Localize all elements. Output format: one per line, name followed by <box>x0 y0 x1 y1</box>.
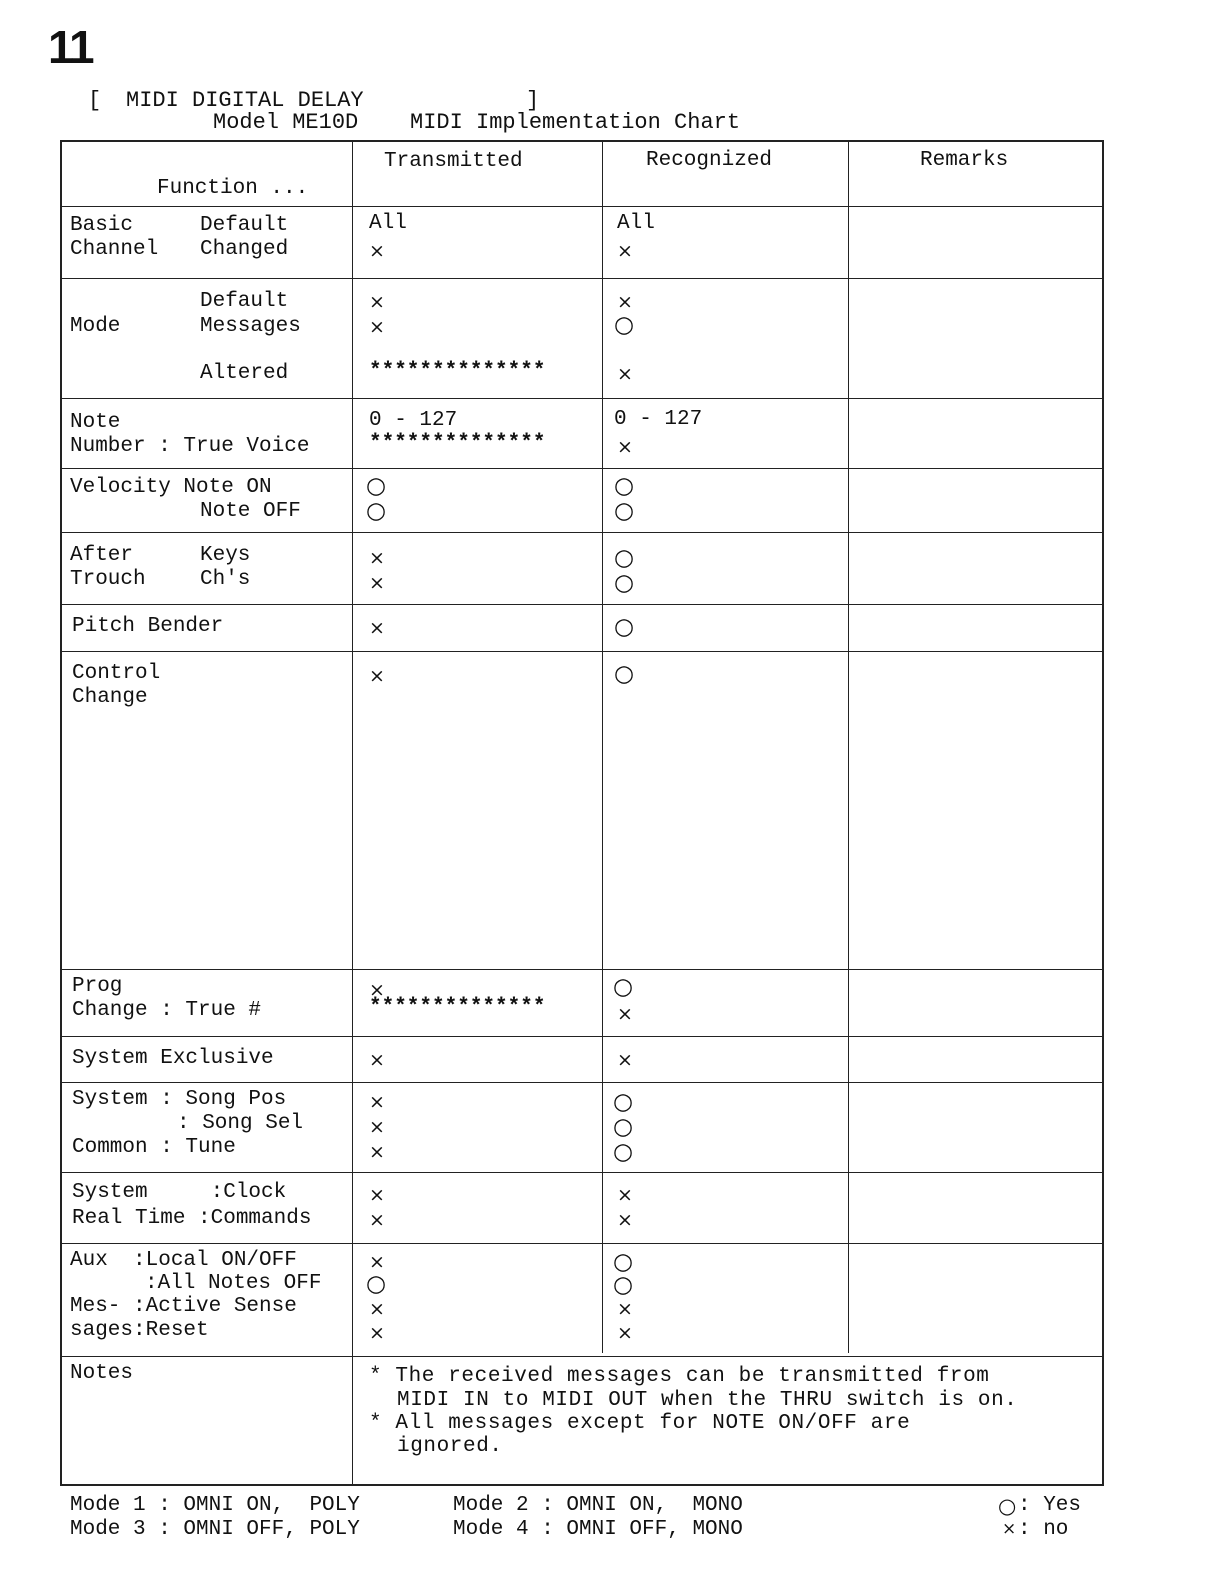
footer-mode-3: Mode 3 : OMNI OFF, POLY <box>70 1518 360 1541</box>
aux-active-sense-label: Mes- :Active Sense <box>70 1295 297 1318</box>
mode-altered-label: Altered <box>200 362 289 385</box>
note-number-recognized: 0 - 127 <box>614 408 703 431</box>
velocity-note-on-label: Velocity Note ON <box>70 476 272 499</box>
footer-mode-2: Mode 2 : OMNI ON, MONO <box>453 1494 743 1517</box>
song-sel-recognized: ○ <box>613 1114 634 1140</box>
mode-altered-recognized: × <box>617 363 633 385</box>
control-change-label: Change <box>72 686 148 709</box>
control-label: Control <box>72 662 161 685</box>
col-header-recognized: Recognized <box>646 149 773 172</box>
prog-change-transmitted: × <box>369 979 385 1001</box>
prog-label: Prog <box>72 975 123 998</box>
after-keys-label: Keys <box>200 544 251 567</box>
clock-transmitted: × <box>369 1184 385 1206</box>
commands-transmitted: × <box>369 1209 385 1231</box>
song-sel-label: : Song Sel <box>177 1112 304 1135</box>
basic-changed-label: Changed <box>200 238 289 261</box>
velocity-note-off-label: Note OFF <box>200 500 301 523</box>
header-open-bracket: [ <box>88 88 102 113</box>
basic-default-recognized: All <box>617 212 655 235</box>
pitch-bender-label: Pitch Bender <box>72 615 224 638</box>
mode-label: Mode <box>70 315 121 338</box>
reset-transmitted: × <box>369 1322 385 1344</box>
prog-change-label: Change : True # <box>72 999 262 1022</box>
col-header-transmitted: Transmitted <box>384 150 523 173</box>
control-change-transmitted: × <box>369 665 385 687</box>
legend-no-symbol: × <box>1002 1519 1017 1539</box>
after-keys-recognized: ○ <box>614 545 635 571</box>
mode-messages-recognized: ○ <box>614 312 635 338</box>
header-device-title: MIDI DIGITAL DELAY <box>126 88 364 113</box>
active-sense-transmitted: × <box>369 1298 385 1320</box>
header-chart-title: MIDI Implementation Chart <box>410 110 741 135</box>
velocity-on-recognized: ○ <box>614 473 635 499</box>
row-divider <box>62 1172 1102 1173</box>
commands-recognized: × <box>617 1209 633 1231</box>
page-number: 11 <box>48 21 93 73</box>
after-chs-transmitted: × <box>369 572 385 594</box>
col-divider-function <box>352 142 353 1484</box>
prog-true-recognized: × <box>617 1003 633 1025</box>
col-header-function: Function ... <box>157 177 309 200</box>
mode-messages-transmitted: × <box>369 316 385 338</box>
header-model: Model ME10D <box>213 110 359 135</box>
footer-mode-1: Mode 1 : OMNI ON, POLY <box>70 1494 360 1517</box>
clock-recognized: × <box>617 1184 633 1206</box>
after-chs-recognized: ○ <box>614 570 635 596</box>
reset-recognized: × <box>617 1322 633 1344</box>
note-label: Note <box>70 411 121 434</box>
velocity-on-transmitted: ○ <box>366 473 387 499</box>
velocity-off-transmitted: ○ <box>366 498 387 524</box>
after-chs-label: Ch's <box>200 568 251 591</box>
row-divider <box>62 468 1102 469</box>
row-divider <box>62 206 1102 207</box>
row-divider <box>62 278 1102 279</box>
notes-line-2: MIDI IN to MIDI OUT when the THRU switch is on. <box>397 1389 1018 1412</box>
velocity-off-recognized: ○ <box>614 498 635 524</box>
mode-default-transmitted: × <box>369 291 385 313</box>
notes-line-3: * All messages except for NOTE ON/OFF are <box>369 1412 911 1435</box>
row-divider <box>62 398 1102 399</box>
active-sense-recognized: × <box>617 1298 633 1320</box>
row-divider <box>62 604 1102 605</box>
legend-yes-symbol: ○ <box>998 1494 1017 1518</box>
after-label: After <box>70 544 134 567</box>
prog-true-transmitted: ************** <box>369 996 546 1019</box>
notes-line-4: ignored. <box>397 1435 503 1458</box>
song-pos-recognized: ○ <box>613 1089 634 1115</box>
row-divider <box>62 1036 1102 1037</box>
mode-default-label: Default <box>200 290 289 313</box>
note-true-voice-transmitted: ************** <box>369 432 546 455</box>
midi-implementation-chart <box>60 140 1104 1486</box>
system-exclusive-recognized: × <box>617 1049 633 1071</box>
row-divider <box>62 1243 1102 1244</box>
footer-mode-4: Mode 4 : OMNI OFF, MONO <box>453 1518 743 1541</box>
aux-local-label: Aux :Local ON/OFF <box>70 1249 297 1272</box>
mode-default-recognized: × <box>617 291 633 313</box>
note-number-transmitted: 0 - 127 <box>369 409 458 432</box>
mode-messages-label: Messages <box>200 315 301 338</box>
all-notes-off-transmitted: ○ <box>366 1271 387 1297</box>
local-transmitted: × <box>369 1251 385 1273</box>
basic-default-transmitted: All <box>369 212 407 235</box>
tune-transmitted: × <box>369 1141 385 1163</box>
trouch-label: Trouch <box>70 568 146 591</box>
row-divider <box>62 651 1102 652</box>
song-sel-transmitted: × <box>369 1116 385 1138</box>
basic-label: Basic <box>70 214 134 237</box>
channel-label: Channel <box>70 238 159 261</box>
system-clock-label: System :Clock <box>72 1181 287 1204</box>
legend-yes-label: : Yes <box>1018 1494 1082 1517</box>
notes-label: Notes <box>70 1362 134 1385</box>
aux-reset-label: sages:Reset <box>70 1319 209 1342</box>
mode-altered-transmitted: ************** <box>369 360 546 383</box>
col-header-remarks: Remarks <box>920 149 1009 172</box>
system-exclusive-label: System Exclusive <box>72 1047 274 1070</box>
pitch-bender-recognized: ○ <box>614 614 635 640</box>
basic-changed-recognized: × <box>617 240 633 262</box>
row-divider <box>62 1356 1102 1357</box>
prog-change-recognized: ○ <box>613 974 634 1000</box>
control-change-recognized: ○ <box>614 661 635 687</box>
aux-all-notes-off-label: :All Notes OFF <box>145 1272 322 1295</box>
pitch-bender-transmitted: × <box>369 617 385 639</box>
local-recognized: ○ <box>613 1249 634 1275</box>
legend-no-label: : no <box>1018 1518 1069 1541</box>
system-song-pos-label: System : Song Pos <box>72 1088 287 1111</box>
header-close-bracket: ] <box>526 88 540 113</box>
after-keys-transmitted: × <box>369 547 385 569</box>
notes-line-1: * The received messages can be transmitted from <box>369 1365 990 1388</box>
note-true-voice-recognized: × <box>617 436 633 458</box>
song-pos-transmitted: × <box>369 1091 385 1113</box>
basic-default-label: Default <box>200 214 289 237</box>
row-divider <box>62 532 1102 533</box>
row-divider <box>62 1082 1102 1083</box>
all-notes-off-recognized: ○ <box>613 1272 634 1298</box>
real-time-commands-label: Real Time :Commands <box>72 1207 312 1230</box>
tune-recognized: ○ <box>613 1139 634 1165</box>
system-exclusive-transmitted: × <box>369 1049 385 1071</box>
note-number-label: Number : True Voice <box>70 435 310 458</box>
common-tune-label: Common : Tune <box>72 1136 236 1159</box>
basic-changed-transmitted: × <box>369 240 385 262</box>
row-divider <box>62 969 1102 970</box>
